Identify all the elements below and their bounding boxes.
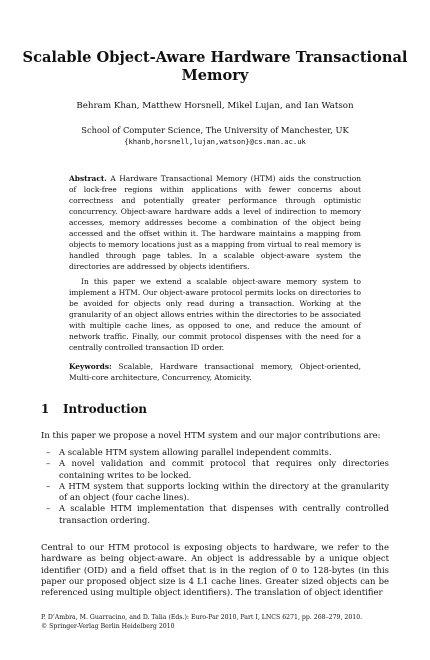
abstract-text-2: In this paper we extend a scalable object-aware memory system to implement a HTM. Our object-aware protocol permits locks on directories to be avoided for objects only read during a transaction. Working at the granularity of an object allows entries within the directories to be associated with multiple cache lines, as opposed to one, and reduce the amount of network traffic. Finally, our commit protocol dispenses with the need for a centrally controlled transaction ID order. xyxy=(69,277,361,352)
section-title: Introduction xyxy=(63,402,148,416)
list-item xyxy=(41,458,389,481)
body-paragraph: Central to our HTM protocol is exposing objects to hardware, we refer to the hardware as being object-aware. An object is addressable by a unique object identifier (OID) and a field offset that is in the region of 0 to 128-bytes (in this paper our proposed object size is 4 L1 cache lines. Greater sized objects can be referenced using multiple object identifiers). The translation of object identifier xyxy=(41,542,389,598)
bullet-dash: – xyxy=(46,503,51,514)
keywords-block xyxy=(69,361,361,383)
bullet-dash: – xyxy=(46,480,51,491)
list-item-text: A HTM system that supports locking within the directory at the granularity of an object (four cache lines). xyxy=(59,480,389,503)
author-emails: {khanb,horsnell,lujan,watson}@cs.man.ac.uk xyxy=(124,137,306,146)
list-item-text: A novel validation and commit protocol that requires only directories containing writes to be locked. xyxy=(59,458,389,480)
abstract-paragraph-1 xyxy=(69,173,361,272)
list-item-text: A scalable HTM system allowing parallel independent commits. xyxy=(59,447,332,457)
affiliation: School of Computer Science, The University of Manchester, UK xyxy=(81,125,349,135)
paper-title xyxy=(20,49,410,85)
citation-line: P. D’Ambra, M. Guarracino, and D. Talia (Eds.): Euro-Par 2010, Part I, LNCS 6271, pp. 268–279, 2010. xyxy=(41,614,363,621)
list-item xyxy=(41,481,389,504)
title-line-2: Memory xyxy=(181,67,249,84)
list-item-text: A scalable HTM implementation that dispenses with centrally controlled transaction ordering. xyxy=(59,503,389,525)
copyright-line: © Springer-Verlag Berlin Heidelberg 2010 xyxy=(41,622,175,630)
abstract-paragraph-2 xyxy=(69,276,361,353)
section-heading xyxy=(41,402,147,416)
author-list: Behram Khan, Matthew Horsnell, Mikel Lujan, and Ian Watson xyxy=(76,101,354,111)
bullet-dash: – xyxy=(46,458,51,469)
bullet-dash: – xyxy=(46,447,51,457)
list-item xyxy=(41,447,389,458)
contribution-list xyxy=(41,447,389,526)
abstract-label: Abstract. xyxy=(69,174,107,183)
title-line-1: Scalable Object-Aware Hardware Transactional xyxy=(22,49,408,66)
abstract-text-1: A Hardware Transactional Memory (HTM) aids the construction of lock-free regions within applications with fewer concerns about correctness and potentially greater performance through optimistic concurrency. Object-aware hardware adds a level of indirection to memory accesses, memory addresses become a combination of the object being accessed and the offset within it. The hardware maintains a mapping from objects to memory locations just as a mapping from virtual to real memory is handled through page tables. In a scalable object-aware system the directories are addressed by objects identifiers. xyxy=(69,174,361,271)
affiliation-block xyxy=(20,125,410,147)
keywords-text: Scalable, Hardware transactional memory, Object-oriented, Multi-core architecture, Concurrency, Atomicity. xyxy=(69,362,361,382)
keywords-label: Keywords: xyxy=(69,362,112,371)
page-footer xyxy=(41,614,411,631)
section-number: 1 xyxy=(41,402,50,416)
list-item xyxy=(41,503,389,526)
intro-paragraph: In this paper we propose a novel HTM system and our major contributions are: xyxy=(41,430,381,440)
